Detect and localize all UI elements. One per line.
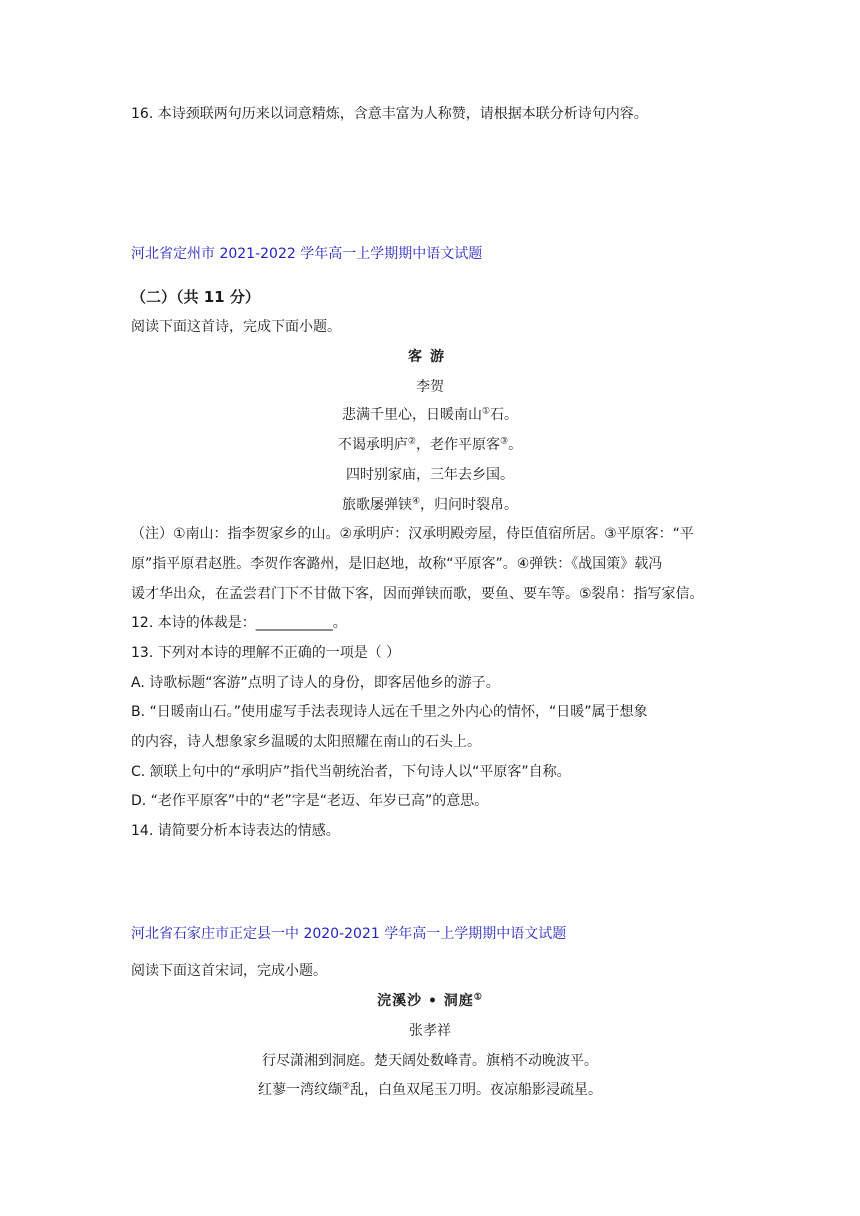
poem-title: 客游 <box>408 349 452 365</box>
footnote-marker-4: ④ <box>411 496 421 507</box>
source-title-2: 河北省石家庄市正定县一中 2020-2021 学年高一上学期期中语文试题 <box>131 926 567 942</box>
annotation-line-2: 原”指平原君赵胜。李贺作客潞州，是旧赵地，故称“平原客”。④弹铁：《战国策》载冯 <box>131 556 663 572</box>
poem-line-2 <box>0 436 860 454</box>
ci-line-2 <box>0 1081 860 1099</box>
question-13: 13. 下列对本诗的理解不正确的一项是（ ） <box>131 645 401 661</box>
reading-instruction-2: 阅读下面这首宋词，完成小题。 <box>131 963 327 979</box>
footnote-marker-3: ③ <box>500 436 509 447</box>
option-c: C. 颔联上句中的“承明庐”指代当朝统治者，下句诗人以“平原客”自称。 <box>131 764 571 780</box>
option-d: D. “老作平原客”中的“老”字是“老迈、年岁已高”的意思。 <box>131 793 489 809</box>
ci-title <box>0 992 860 1010</box>
poem-line-4-text-b: ，归问时裂帛。 <box>420 497 519 513</box>
option-b-line-2: 的内容，诗人想象家乡温暖的太阳照耀在南山的石头上。 <box>131 734 481 750</box>
ci-author: 张孝祥 <box>409 1023 451 1039</box>
poem-line-3: 四时别家庙，三年去乡国。 <box>346 467 514 483</box>
footnote-marker-1: ① <box>481 406 491 417</box>
poem-line-1-text-a: 悲满千里心，日暖南山 <box>341 407 482 423</box>
ci-line-2-text-a: 红蓼一湾纹缬 <box>257 1082 342 1098</box>
poem-line-2-text-a: 不谒承明庐 <box>337 437 408 453</box>
poem-line-2-text-b: ，老作平原客 <box>416 437 500 453</box>
annotation-line-1: （注）①南山：指李贺家乡的山。②承明庐：汉承明殿旁屋，侍臣值宿所居。③平原客：“平 <box>131 526 694 542</box>
footnote-marker-2: ② <box>407 436 416 447</box>
question-12: 12. 本诗的体裁是：___________。 <box>131 615 347 631</box>
section-heading: （二）（共 11 分） <box>131 288 260 306</box>
option-a: A. 诗歌标题“客游”点明了诗人的身份，即客居他乡的游子。 <box>131 675 500 691</box>
question-16: 16. 本诗颈联两句历来以词意精炼，含意丰富为人称赞，请根据本联分析诗句内容。 <box>131 106 648 122</box>
footnote-marker-ci-2: ② <box>341 1081 351 1092</box>
ci-title-text: 浣溪沙 • 洞庭 <box>377 993 474 1009</box>
poem-line-4 <box>0 496 860 514</box>
source-title-1: 河北省定州市 2021-2022 学年高一上学期期中语文试题 <box>131 246 483 262</box>
option-b-line-1: B. “日暖南山石。”使用虚写手法表现诗人远在千里之外内心的情怀，“日暖”属于想象 <box>131 704 648 720</box>
ci-line-1: 行尽潇湘到洞庭。楚天阔处数峰青。旗梢不动晚波平。 <box>262 1053 598 1069</box>
poem-line-1-text-b: 石。 <box>490 407 519 423</box>
reading-instruction-1: 阅读下面这首诗，完成下面小题。 <box>131 319 341 335</box>
annotation-line-3: 谖才华出众，在孟尝君门下不甘做下客，因而弹铗而歌，要鱼、要车等。⑤裂帛：指写家信。 <box>131 586 704 602</box>
footnote-marker-ci-1: ① <box>473 992 483 1003</box>
poem-line-1 <box>0 406 860 424</box>
ci-line-2-text-b: 乱，白鱼双尾玉刀明。夜凉船影浸疏星。 <box>350 1082 603 1098</box>
question-14: 14. 请简要分析本诗表达的情感。 <box>131 823 340 839</box>
poem-line-4-text-a: 旅歌屡弹铗 <box>341 497 412 513</box>
poem-author: 李贺 <box>416 379 444 395</box>
poem-line-2-text-c: 。 <box>508 437 523 453</box>
